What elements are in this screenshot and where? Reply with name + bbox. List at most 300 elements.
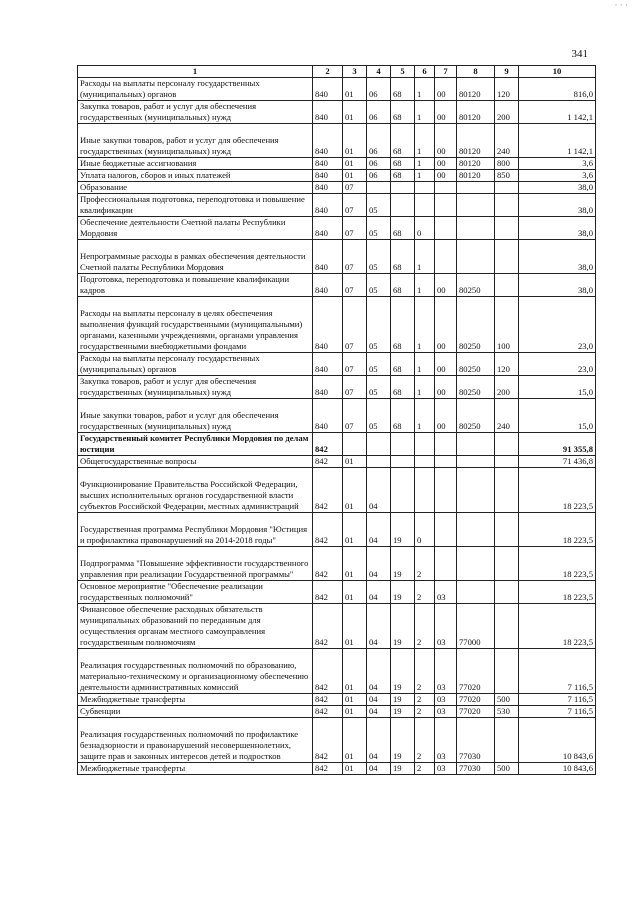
row-code-cell-c8: 77020: [457, 694, 495, 706]
row-code-cell-c6: 1: [415, 399, 435, 433]
row-code-cell-c9: 120: [495, 353, 519, 376]
row-name-cell: Закупка товаров, работ и услуг для обеспечения государственных (муниципальных) нужд: [78, 101, 313, 124]
table-row: [78, 706, 596, 718]
header-cell: 1: [78, 66, 313, 78]
row-code-cell-c9: [495, 581, 519, 604]
row-code-cell-c4: [367, 433, 391, 456]
row-amount-cell: 10 843,6: [519, 718, 596, 763]
table-row: [78, 399, 596, 433]
row-code-cell-c3: 01: [343, 694, 367, 706]
row-code-cell-c3: 01: [343, 170, 367, 182]
row-code-cell-c2: 840: [313, 217, 343, 240]
header-cell: 7: [435, 66, 457, 78]
page-number: 341: [571, 48, 588, 60]
row-code-cell-c9: 530: [495, 706, 519, 718]
row-code-cell-c5: 68: [391, 240, 415, 274]
row-code-cell-c6: [415, 182, 435, 194]
header-cell: 2: [313, 66, 343, 78]
row-code-cell-c4: 05: [367, 399, 391, 433]
row-code-cell-c3: 07: [343, 194, 367, 217]
row-code-cell-c8: [457, 468, 495, 513]
row-amount-cell: 38,0: [519, 217, 596, 240]
row-code-cell-c7: [435, 240, 457, 274]
table-row: [78, 158, 596, 170]
row-code-cell-c4: 04: [367, 468, 391, 513]
row-code-cell-c3: 07: [343, 353, 367, 376]
table-row: [78, 456, 596, 468]
row-code-cell-c5: 68: [391, 217, 415, 240]
row-name-cell: Уплата налогов, сборов и иных платежей: [78, 170, 313, 182]
row-code-cell-c6: [415, 456, 435, 468]
row-name-cell: Закупка товаров, работ и услуг для обеспечения государственных (муниципальных) нужд: [78, 376, 313, 399]
row-code-cell-c3: 01: [343, 124, 367, 158]
row-code-cell-c3: 01: [343, 604, 367, 649]
row-code-cell-c3: 07: [343, 182, 367, 194]
row-amount-cell: 15,0: [519, 399, 596, 433]
row-amount-cell: 38,0: [519, 182, 596, 194]
row-code-cell-c4: 04: [367, 604, 391, 649]
row-code-cell-c2: 840: [313, 182, 343, 194]
row-code-cell-c7: 03: [435, 763, 457, 775]
row-code-cell-c3: 01: [343, 718, 367, 763]
row-code-cell-c8: 77020: [457, 649, 495, 694]
row-code-cell-c8: [457, 217, 495, 240]
row-code-cell-c8: 80250: [457, 376, 495, 399]
row-code-cell-c3: 01: [343, 158, 367, 170]
row-name-cell: Обеспечение деятельности Счетной палаты Республики Мордовия: [78, 217, 313, 240]
row-code-cell-c5: 19: [391, 581, 415, 604]
row-code-cell-c5: [391, 468, 415, 513]
row-code-cell-c8: 80120: [457, 78, 495, 101]
table-row: [78, 433, 596, 456]
row-code-cell-c3: 07: [343, 399, 367, 433]
row-name-cell: Иные закупки товаров, работ и услуг для обеспечения государственных (муниципальных) нужд: [78, 399, 313, 433]
row-amount-cell: 7 116,5: [519, 694, 596, 706]
row-code-cell-c8: 80250: [457, 297, 495, 353]
row-code-cell-c7: 00: [435, 376, 457, 399]
row-code-cell-c9: 240: [495, 399, 519, 433]
row-code-cell-c7: 00: [435, 274, 457, 297]
row-code-cell-c6: 1: [415, 158, 435, 170]
row-code-cell-c6: 2: [415, 763, 435, 775]
row-code-cell-c3: 01: [343, 78, 367, 101]
row-code-cell-c7: 00: [435, 158, 457, 170]
row-code-cell-c8: [457, 240, 495, 274]
row-name-cell: Расходы на выплаты персоналу государственных (муниципальных) органов: [78, 78, 313, 101]
row-code-cell-c6: 2: [415, 694, 435, 706]
row-code-cell-c2: 840: [313, 376, 343, 399]
row-amount-cell: 10 843,6: [519, 763, 596, 775]
row-code-cell-c6: [415, 194, 435, 217]
table-row: [78, 274, 596, 297]
row-code-cell-c3: 07: [343, 274, 367, 297]
row-code-cell-c2: 840: [313, 124, 343, 158]
row-code-cell-c7: [435, 182, 457, 194]
row-amount-cell: 816,0: [519, 78, 596, 101]
row-code-cell-c9: [495, 217, 519, 240]
row-code-cell-c6: 0: [415, 217, 435, 240]
row-code-cell-c9: 120: [495, 78, 519, 101]
row-code-cell-c6: 2: [415, 706, 435, 718]
row-code-cell-c9: [495, 456, 519, 468]
row-code-cell-c9: [495, 513, 519, 547]
row-code-cell-c4: 06: [367, 124, 391, 158]
row-name-cell: Межбюджетные трансферты: [78, 694, 313, 706]
row-code-cell-c4: 04: [367, 513, 391, 547]
row-code-cell-c2: 840: [313, 101, 343, 124]
row-amount-cell: 23,0: [519, 297, 596, 353]
table-row: [78, 581, 596, 604]
header-cell: 9: [495, 66, 519, 78]
row-code-cell-c7: [435, 456, 457, 468]
row-code-cell-c2: 842: [313, 433, 343, 456]
row-code-cell-c2: 842: [313, 694, 343, 706]
row-code-cell-c5: 68: [391, 376, 415, 399]
row-code-cell-c5: 19: [391, 513, 415, 547]
row-code-cell-c2: 842: [313, 581, 343, 604]
row-code-cell-c9: [495, 182, 519, 194]
row-amount-cell: 91 355,8: [519, 433, 596, 456]
row-code-cell-c7: 00: [435, 124, 457, 158]
row-code-cell-c2: 842: [313, 468, 343, 513]
row-code-cell-c9: [495, 274, 519, 297]
row-code-cell-c6: 0: [415, 513, 435, 547]
table-row: [78, 763, 596, 775]
row-code-cell-c8: [457, 547, 495, 581]
row-code-cell-c5: [391, 456, 415, 468]
row-code-cell-c3: 01: [343, 763, 367, 775]
row-code-cell-c7: 03: [435, 718, 457, 763]
row-code-cell-c7: [435, 547, 457, 581]
row-code-cell-c4: 05: [367, 217, 391, 240]
row-code-cell-c7: [435, 194, 457, 217]
row-code-cell-c8: 77030: [457, 718, 495, 763]
row-amount-cell: 71 436,8: [519, 456, 596, 468]
table-row: [78, 240, 596, 274]
row-name-cell: Финансовое обеспечение расходных обязательств муниципальных образований по переданным для осуществления органам местного самоуправления государственным полномочиям: [78, 604, 313, 649]
row-code-cell-c6: 1: [415, 124, 435, 158]
row-code-cell-c5: 68: [391, 158, 415, 170]
row-code-cell-c5: 68: [391, 170, 415, 182]
row-code-cell-c4: 06: [367, 158, 391, 170]
table-row: [78, 353, 596, 376]
header-cell: 3: [343, 66, 367, 78]
row-code-cell-c2: 840: [313, 274, 343, 297]
row-code-cell-c9: 850: [495, 170, 519, 182]
row-amount-cell: 18 223,5: [519, 547, 596, 581]
row-code-cell-c5: 19: [391, 718, 415, 763]
row-code-cell-c9: [495, 433, 519, 456]
row-amount-cell: 15,0: [519, 376, 596, 399]
row-code-cell-c6: 2: [415, 547, 435, 581]
row-amount-cell: 3,6: [519, 170, 596, 182]
row-name-cell: Расходы на выплаты персоналу государственных (муниципальных) органов: [78, 353, 313, 376]
row-amount-cell: 7 116,5: [519, 706, 596, 718]
row-code-cell-c8: 80120: [457, 158, 495, 170]
row-name-cell: Реализация государственных полномочий по образованию, материально-техническому и организационному обеспечению деятельности административных комиссий: [78, 649, 313, 694]
row-code-cell-c7: 03: [435, 581, 457, 604]
row-code-cell-c9: [495, 547, 519, 581]
row-code-cell-c7: 03: [435, 706, 457, 718]
row-code-cell-c9: 200: [495, 376, 519, 399]
row-code-cell-c9: 800: [495, 158, 519, 170]
row-code-cell-c7: 00: [435, 353, 457, 376]
row-code-cell-c7: 00: [435, 297, 457, 353]
row-code-cell-c5: 68: [391, 399, 415, 433]
row-code-cell-c8: 80250: [457, 399, 495, 433]
row-name-cell: Общегосударственные вопросы: [78, 456, 313, 468]
row-amount-cell: 18 223,5: [519, 604, 596, 649]
row-code-cell-c7: 00: [435, 170, 457, 182]
row-code-cell-c7: [435, 433, 457, 456]
row-code-cell-c9: 240: [495, 124, 519, 158]
row-code-cell-c4: 04: [367, 694, 391, 706]
row-code-cell-c8: 80120: [457, 124, 495, 158]
row-code-cell-c7: 00: [435, 101, 457, 124]
row-code-cell-c5: 68: [391, 274, 415, 297]
row-name-cell: Подготовка, переподготовка и повышение квалификации кадров: [78, 274, 313, 297]
table-row: [78, 297, 596, 353]
row-code-cell-c6: 1: [415, 297, 435, 353]
table-row: [78, 194, 596, 217]
row-amount-cell: 18 223,5: [519, 468, 596, 513]
row-code-cell-c9: [495, 194, 519, 217]
row-name-cell: Субвенции: [78, 706, 313, 718]
row-code-cell-c4: 05: [367, 297, 391, 353]
header-cell: 10: [519, 66, 596, 78]
row-code-cell-c5: [391, 182, 415, 194]
row-name-cell: Профессиональная подготовка, переподготовка и повышение квалификации: [78, 194, 313, 217]
table-row: [78, 513, 596, 547]
row-code-cell-c5: 19: [391, 763, 415, 775]
row-code-cell-c2: 842: [313, 456, 343, 468]
row-code-cell-c7: 00: [435, 399, 457, 433]
row-name-cell: Расходы на выплаты персоналу в целях обеспечения выполнения функций государственными (муниципальными) органами, казенными учреждениями, органами управления государственными внебюджетными фондами: [78, 297, 313, 353]
row-code-cell-c3: 07: [343, 376, 367, 399]
row-code-cell-c3: 01: [343, 101, 367, 124]
row-code-cell-c6: 1: [415, 353, 435, 376]
row-code-cell-c2: 842: [313, 706, 343, 718]
row-code-cell-c7: 03: [435, 604, 457, 649]
row-code-cell-c8: [457, 433, 495, 456]
row-code-cell-c2: 840: [313, 158, 343, 170]
row-code-cell-c8: 80250: [457, 353, 495, 376]
row-amount-cell: 38,0: [519, 240, 596, 274]
budget-table: [77, 65, 596, 775]
row-code-cell-c8: [457, 581, 495, 604]
row-code-cell-c6: [415, 433, 435, 456]
row-code-cell-c6: 1: [415, 240, 435, 274]
row-code-cell-c8: 77020: [457, 706, 495, 718]
table-row: [78, 78, 596, 101]
row-name-cell: Непрограммные расходы в рамках обеспечения деятельности Счетной палаты Республики Мордовия: [78, 240, 313, 274]
row-code-cell-c5: 68: [391, 124, 415, 158]
table-header-row: [78, 66, 596, 78]
row-code-cell-c9: 100: [495, 297, 519, 353]
row-code-cell-c2: 840: [313, 78, 343, 101]
row-code-cell-c8: [457, 456, 495, 468]
row-code-cell-c5: 68: [391, 297, 415, 353]
row-code-cell-c7: [435, 468, 457, 513]
table-row: [78, 182, 596, 194]
row-code-cell-c8: [457, 194, 495, 217]
row-code-cell-c9: 200: [495, 101, 519, 124]
row-name-cell: Образование: [78, 182, 313, 194]
row-code-cell-c4: 06: [367, 170, 391, 182]
row-code-cell-c6: 2: [415, 604, 435, 649]
row-name-cell: Государственный комитет Республики Мордовия по делам юстиции: [78, 433, 313, 456]
row-code-cell-c9: [495, 604, 519, 649]
header-cell: 6: [415, 66, 435, 78]
table-row: [78, 547, 596, 581]
row-name-cell: Межбюджетные трансферты: [78, 763, 313, 775]
table-row: [78, 718, 596, 763]
row-code-cell-c4: 05: [367, 240, 391, 274]
row-code-cell-c3: [343, 433, 367, 456]
row-code-cell-c4: 06: [367, 101, 391, 124]
header-cell: 5: [391, 66, 415, 78]
row-code-cell-c9: 500: [495, 694, 519, 706]
row-code-cell-c5: 68: [391, 101, 415, 124]
row-code-cell-c3: 01: [343, 468, 367, 513]
row-code-cell-c4: 05: [367, 274, 391, 297]
row-code-cell-c6: 2: [415, 649, 435, 694]
row-code-cell-c2: 842: [313, 649, 343, 694]
row-code-cell-c5: 19: [391, 604, 415, 649]
row-code-cell-c4: [367, 456, 391, 468]
header-cell: 8: [457, 66, 495, 78]
table-row: [78, 649, 596, 694]
row-code-cell-c6: 1: [415, 170, 435, 182]
row-code-cell-c6: 2: [415, 581, 435, 604]
table-row: [78, 124, 596, 158]
row-code-cell-c8: 80120: [457, 170, 495, 182]
row-amount-cell: 23,0: [519, 353, 596, 376]
row-code-cell-c5: [391, 433, 415, 456]
table-row: [78, 170, 596, 182]
row-code-cell-c5: 68: [391, 78, 415, 101]
row-code-cell-c8: 77030: [457, 763, 495, 775]
row-code-cell-c3: 07: [343, 240, 367, 274]
row-name-cell: Иные закупки товаров, работ и услуг для обеспечения государственных (муниципальных) нужд: [78, 124, 313, 158]
row-code-cell-c8: [457, 513, 495, 547]
row-code-cell-c2: 840: [313, 297, 343, 353]
row-code-cell-c6: 1: [415, 101, 435, 124]
row-name-cell: Иные бюджетные ассигнования: [78, 158, 313, 170]
row-name-cell: Функционирование Правительства Российской Федерации, высших исполнительных органов государственной власти субъектов Российской Федерации, местных администраций: [78, 468, 313, 513]
table-body: [78, 78, 596, 775]
row-name-cell: Реализация государственных полномочий по профилактике безнадзорности и правонарушений несовершеннолетних, защите прав и законных интересов детей и подростков: [78, 718, 313, 763]
row-code-cell-c8: 77000: [457, 604, 495, 649]
row-code-cell-c9: [495, 718, 519, 763]
row-code-cell-c3: 07: [343, 297, 367, 353]
table-row: [78, 468, 596, 513]
row-amount-cell: 38,0: [519, 194, 596, 217]
row-code-cell-c2: 842: [313, 763, 343, 775]
row-code-cell-c5: 68: [391, 353, 415, 376]
table-row: [78, 101, 596, 124]
row-code-cell-c7: [435, 217, 457, 240]
row-code-cell-c2: 840: [313, 353, 343, 376]
table-row: [78, 217, 596, 240]
row-code-cell-c3: 07: [343, 217, 367, 240]
row-amount-cell: 38,0: [519, 274, 596, 297]
row-code-cell-c2: 840: [313, 194, 343, 217]
row-code-cell-c8: [457, 182, 495, 194]
row-code-cell-c4: [367, 182, 391, 194]
row-amount-cell: 3,6: [519, 158, 596, 170]
row-code-cell-c2: 842: [313, 604, 343, 649]
table-row: [78, 376, 596, 399]
row-code-cell-c7: 03: [435, 694, 457, 706]
row-code-cell-c5: 19: [391, 694, 415, 706]
row-code-cell-c3: 01: [343, 649, 367, 694]
row-code-cell-c2: 840: [313, 240, 343, 274]
row-code-cell-c7: 03: [435, 649, 457, 694]
row-code-cell-c6: 2: [415, 718, 435, 763]
header-cell: 4: [367, 66, 391, 78]
row-code-cell-c6: 1: [415, 274, 435, 297]
row-code-cell-c4: 05: [367, 353, 391, 376]
row-code-cell-c4: 04: [367, 718, 391, 763]
table-row: [78, 694, 596, 706]
row-name-cell: Государственная программа Республики Мордовия "Юстиция и профилактика правонарушений на 2014-2018 годы": [78, 513, 313, 547]
row-amount-cell: 18 223,5: [519, 581, 596, 604]
row-code-cell-c7: [435, 513, 457, 547]
row-code-cell-c5: [391, 194, 415, 217]
row-code-cell-c9: [495, 240, 519, 274]
row-code-cell-c2: 840: [313, 170, 343, 182]
row-code-cell-c5: 19: [391, 547, 415, 581]
row-amount-cell: 7 116,5: [519, 649, 596, 694]
row-code-cell-c4: 05: [367, 376, 391, 399]
row-code-cell-c6: 1: [415, 376, 435, 399]
row-code-cell-c3: 01: [343, 706, 367, 718]
row-amount-cell: 1 142,1: [519, 124, 596, 158]
row-code-cell-c2: 842: [313, 718, 343, 763]
row-code-cell-c9: 500: [495, 763, 519, 775]
row-code-cell-c9: [495, 649, 519, 694]
row-code-cell-c8: 80250: [457, 274, 495, 297]
row-code-cell-c3: 01: [343, 581, 367, 604]
row-code-cell-c4: 05: [367, 194, 391, 217]
row-amount-cell: 18 223,5: [519, 513, 596, 547]
row-amount-cell: 1 142,1: [519, 101, 596, 124]
row-code-cell-c7: 00: [435, 78, 457, 101]
row-code-cell-c4: 04: [367, 581, 391, 604]
row-code-cell-c5: 19: [391, 706, 415, 718]
row-code-cell-c6: [415, 468, 435, 513]
row-code-cell-c5: 19: [391, 649, 415, 694]
row-code-cell-c2: 842: [313, 547, 343, 581]
row-code-cell-c8: 80120: [457, 101, 495, 124]
row-code-cell-c4: 04: [367, 763, 391, 775]
row-code-cell-c3: 01: [343, 547, 367, 581]
row-name-cell: Основное мероприятие "Обеспечение реализации государственных полномочий": [78, 581, 313, 604]
row-code-cell-c3: 01: [343, 456, 367, 468]
scan-corner-mark: · · ·: [614, 0, 628, 10]
row-code-cell-c2: 842: [313, 513, 343, 547]
row-name-cell: Подпрограмма "Повышение эффективности государственного управления при реализации Государственной программы": [78, 547, 313, 581]
row-code-cell-c2: 840: [313, 399, 343, 433]
row-code-cell-c4: 06: [367, 78, 391, 101]
table-row: [78, 604, 596, 649]
row-code-cell-c4: 04: [367, 547, 391, 581]
row-code-cell-c3: 01: [343, 513, 367, 547]
row-code-cell-c9: [495, 468, 519, 513]
row-code-cell-c6: 1: [415, 78, 435, 101]
row-code-cell-c4: 04: [367, 706, 391, 718]
